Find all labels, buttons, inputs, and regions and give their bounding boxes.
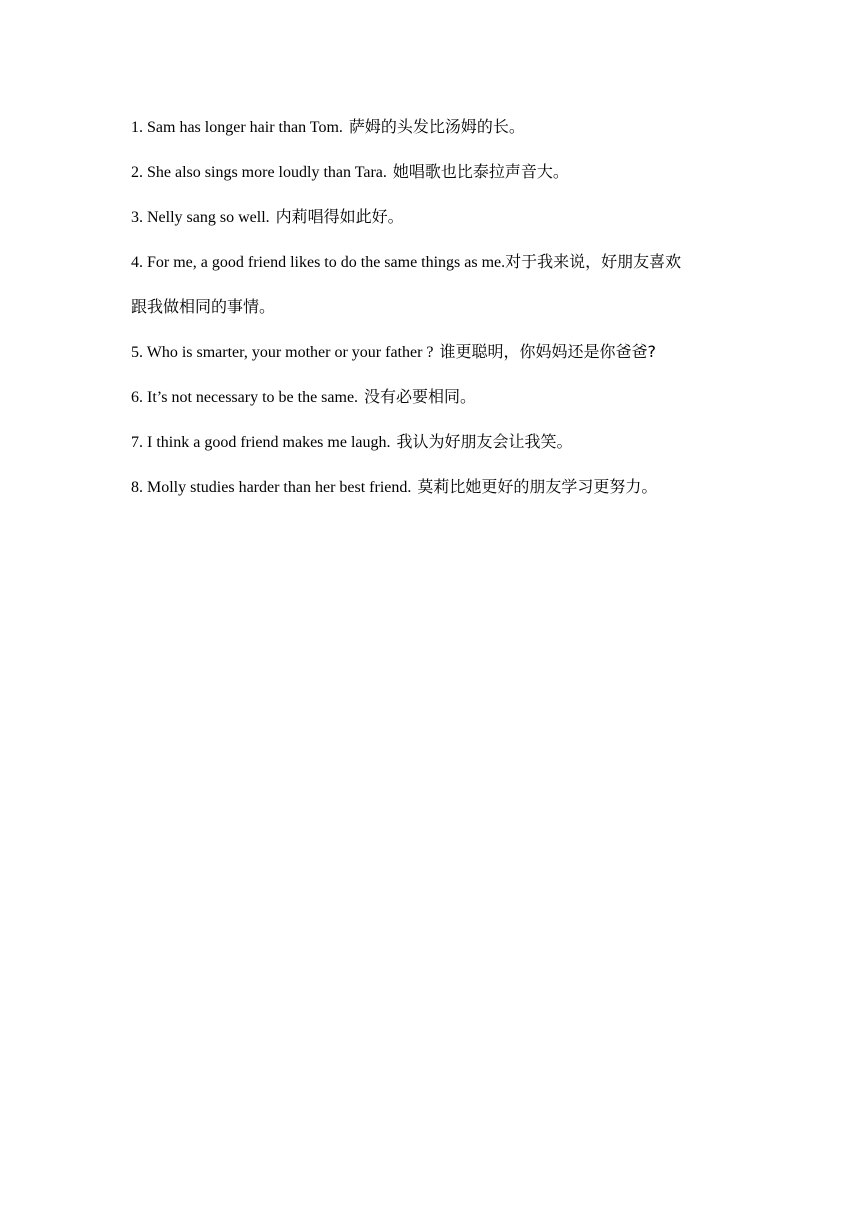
sentence-3-chinese: 内莉唱得如此好。 bbox=[275, 207, 404, 226]
sentence-3-english: 3. Nelly sang so well. bbox=[131, 209, 270, 226]
sentence-5-english: 5. Who is smarter, your mother or your father ? bbox=[131, 344, 434, 361]
sentence-1 bbox=[131, 116, 751, 139]
sentence-8 bbox=[131, 476, 751, 499]
sentence-7 bbox=[131, 431, 751, 454]
sentence-2 bbox=[131, 161, 751, 184]
sentence-5 bbox=[131, 341, 751, 364]
sentence-7-chinese: 我认为好朋友会让我笑。 bbox=[396, 432, 573, 451]
sentence-6 bbox=[131, 386, 751, 409]
sentence-5-chinese: 谁更聪明，你妈妈还是你爸爸? bbox=[439, 342, 657, 361]
sentence-3 bbox=[131, 206, 751, 229]
sentence-4-chinese: 对于我来说，好朋友喜欢 bbox=[505, 252, 682, 271]
sentence-4-continuation bbox=[131, 296, 751, 319]
sentence-7-english: 7. I think a good friend makes me laugh. bbox=[131, 434, 391, 451]
sentence-1-english: 1. Sam has longer hair than Tom. bbox=[131, 119, 343, 136]
sentence-4 bbox=[131, 251, 751, 274]
sentence-8-english: 8. Molly studies harder than her best friend. bbox=[131, 479, 412, 496]
sentence-2-chinese: 她唱歌也比泰拉声音大。 bbox=[392, 162, 569, 181]
sentence-1-chinese: 萨姆的头发比汤姆的长。 bbox=[348, 117, 525, 136]
sentence-8-chinese: 莫莉比她更好的朋友学习更努力。 bbox=[417, 477, 658, 496]
sentence-4-chinese-continued: 跟我做相同的事情。 bbox=[131, 297, 276, 316]
sentence-6-chinese: 没有必要相同。 bbox=[364, 387, 477, 406]
sentence-6-english: 6. It’s not necessary to be the same. bbox=[131, 389, 359, 406]
sentence-4-english: 4. For me, a good friend likes to do the same things as me. bbox=[131, 254, 506, 271]
sentence-2-english: 2. She also sings more loudly than Tara. bbox=[131, 164, 387, 181]
